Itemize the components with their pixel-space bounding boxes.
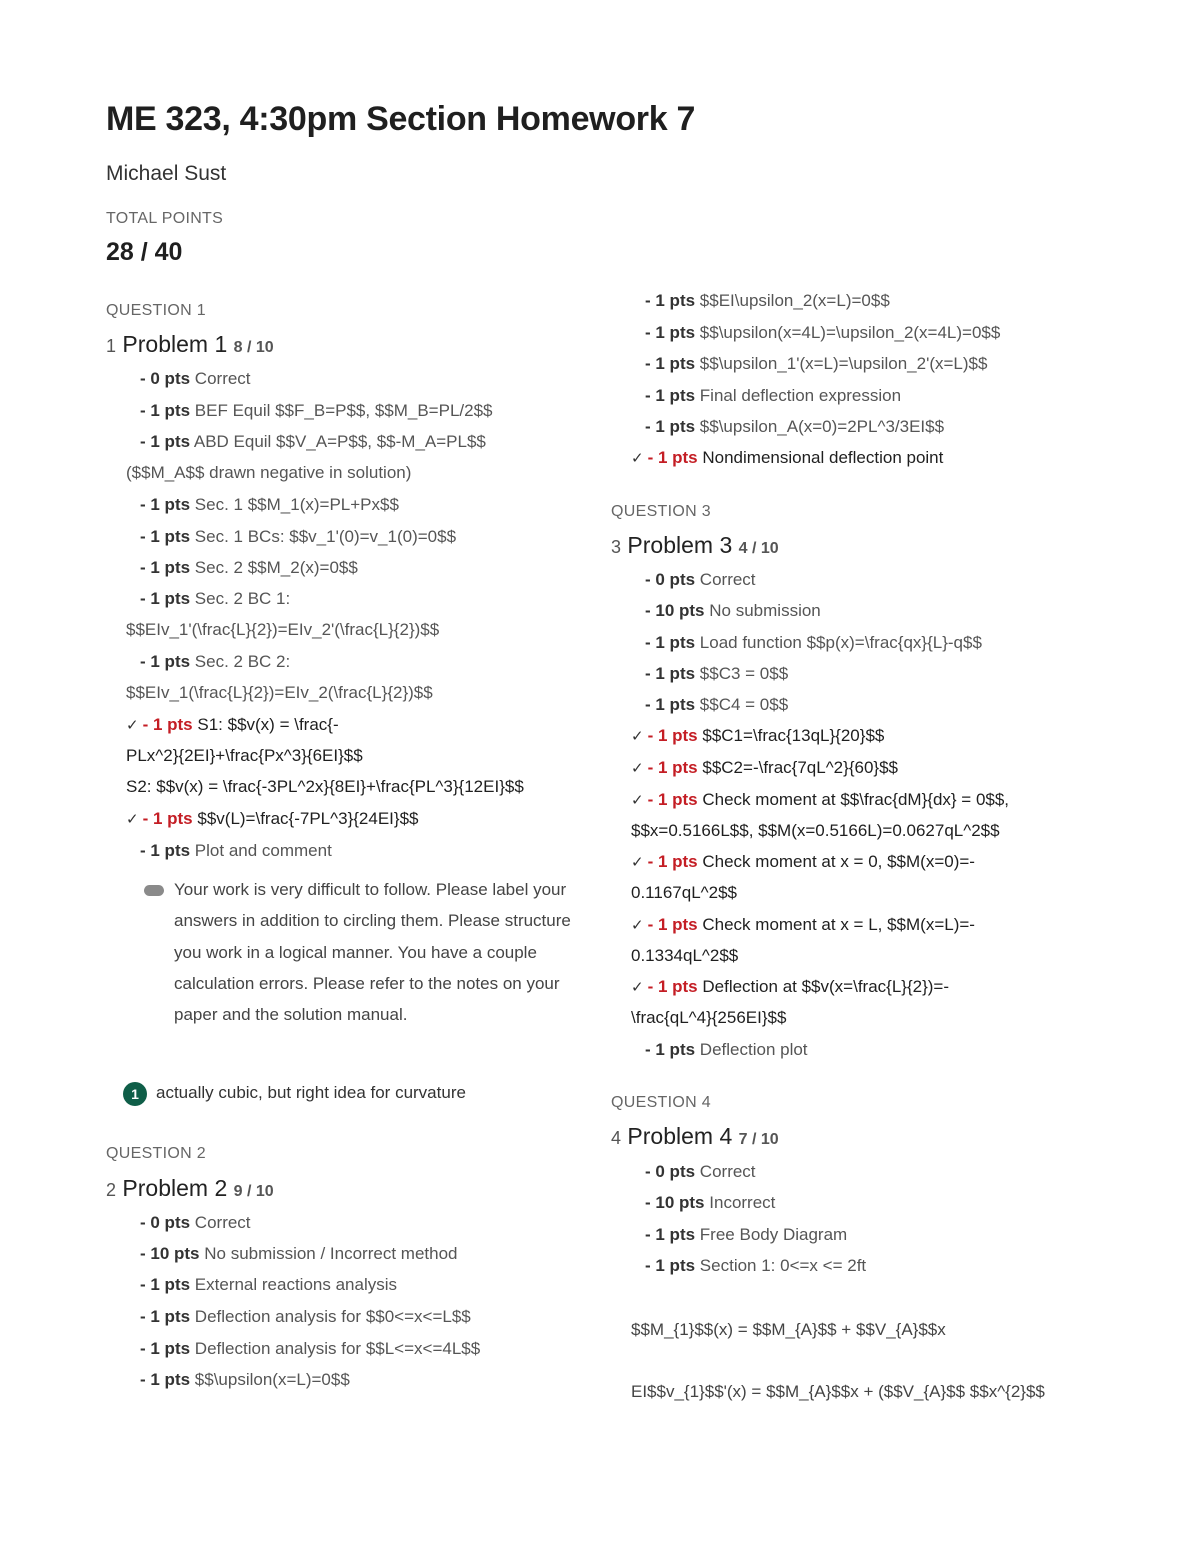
check-icon: ✓ — [631, 979, 644, 996]
rubric-item-continuation: $$EIv_1(\frac{L}{2})=EIv_2(\frac{L}{2})$$ — [126, 683, 433, 702]
rubric-item: - 1 pts $$EI\upsilon_2(x=L)=0$$ — [645, 291, 890, 310]
rubric-item: - 0 pts Correct — [140, 369, 251, 388]
rubric-item: - 10 pts Incorrect — [645, 1193, 776, 1212]
question-3-title — [611, 532, 779, 559]
rubric-item: - 0 pts Correct — [645, 570, 756, 589]
rubric-item: - 1 pts Load function $$p(x)=\frac{qx}{L}-q$$ — [645, 633, 982, 652]
rubric-item: - 0 pts Correct — [140, 1213, 251, 1232]
rubric-item: - 1 pts Sec. 2 BC 1: — [140, 589, 291, 608]
rubric-item-applied: ✓ - 1 pts $$C2=-\frac{7qL^2}{60}$$ — [631, 758, 898, 777]
annotation-number-badge[interactable]: 1 — [123, 1082, 147, 1106]
check-icon: ✓ — [631, 728, 644, 745]
question-2-score: 9 / 10 — [233, 1183, 274, 1200]
rubric-item: - 1 pts $$\upsilon(x=L)=0$$ — [140, 1370, 350, 1389]
rubric-item: - 1 pts $$\upsilon(x=4L)=\upsilon_2(x=4L)=0$$ — [645, 323, 1001, 342]
rubric-item-applied: ✓ - 1 pts S1: $$v(x) = \frac{- — [126, 715, 339, 734]
question-3-number: 3 — [611, 537, 622, 557]
check-icon: ✓ — [126, 811, 139, 828]
rubric-item: - 1 pts Free Body Diagram — [645, 1225, 848, 1244]
comment-icon — [144, 885, 164, 896]
check-icon: ✓ — [126, 717, 139, 734]
question-2-label: QUESTION 2 — [106, 1145, 206, 1162]
rubric-item-continuation: 0.1334qL^2$$ — [631, 946, 739, 965]
rubric-item-continuation: $$EIv_1'(\frac{L}{2})=EIv_2'(\frac{L}{2})$$ — [126, 620, 440, 639]
check-icon: ✓ — [631, 792, 644, 809]
question-4-score: 7 / 10 — [738, 1131, 779, 1148]
grader-comment: Your work is very difficult to follow. Please label your answers in addition to circling them. Please structure you work in a logical manner. You have a couple calculation errors. Please refer to the notes on your paper and the solution manual. — [174, 880, 571, 1025]
rubric-item-applied: ✓ - 1 pts Check moment at x = 0, $$M(x=0)=- — [631, 852, 975, 871]
rubric-item: - 1 pts Plot and comment — [140, 841, 332, 860]
question-3-label: QUESTION 3 — [611, 503, 711, 520]
rubric-item: - 1 pts Final deflection expression — [645, 386, 902, 405]
question-1-title — [106, 331, 274, 358]
rubric-item-applied: ✓ - 1 pts Check moment at x = L, $$M(x=L)=- — [631, 915, 975, 934]
question-4-name: Problem 4 — [627, 1123, 733, 1149]
student-name: Michael Sust — [106, 162, 227, 185]
rubric-item-applied: ✓ - 1 pts $$C1=\frac{13qL}{20}$$ — [631, 726, 885, 745]
question-2-title — [106, 1175, 274, 1202]
rubric-item: - 1 pts Sec. 2 $$M_2(x)=0$$ — [140, 558, 358, 577]
rubric-extra-formula: $$M_{1}$$(x) = $$M_{A}$$ + $$V_{A}$$x — [631, 1320, 946, 1339]
rubric-item: - 1 pts Sec. 1 BCs: $$v_1'(0)=v_1(0)=0$$ — [140, 527, 457, 546]
question-1-label: QUESTION 1 — [106, 302, 206, 319]
rubric-item: - 1 pts Sec. 2 BC 2: — [140, 652, 291, 671]
rubric-item-continuation: S2: $$v(x) = \frac{-3PL^2x}{8EI}+\frac{PL^3}{12EI}$$ — [126, 777, 524, 796]
rubric-extra-formula: EI$$v_{1}$$'(x) = $$M_{A}$$x + ($$V_{A}$$ $$x^{2}$$ — [631, 1382, 1045, 1401]
rubric-item: - 10 pts No submission / Incorrect method — [140, 1244, 458, 1263]
question-3-name: Problem 3 — [627, 532, 733, 558]
rubric-item-applied: ✓ - 1 pts Check moment at $$\frac{dM}{dx} = 0$$, — [631, 790, 1010, 809]
rubric-item: - 1 pts $$C3 = 0$$ — [645, 664, 789, 683]
rubric-item: - 1 pts Deflection plot — [645, 1040, 808, 1059]
rubric-item-applied: ✓ - 1 pts Deflection at $$v(x=\frac{L}{2})=- — [631, 977, 950, 996]
rubric-item: - 1 pts External reactions analysis — [140, 1275, 398, 1294]
rubric-item-applied: ✓ - 1 pts Nondimensional deflection point — [631, 448, 944, 467]
total-points-score: 28 / 40 — [106, 238, 183, 266]
rubric-item: - 1 pts Sec. 1 $$M_1(x)=PL+Px$$ — [140, 495, 399, 514]
question-4-title — [611, 1123, 779, 1150]
check-icon: ✓ — [631, 760, 644, 777]
check-icon: ✓ — [631, 917, 644, 934]
question-1-score: 8 / 10 — [233, 339, 274, 356]
question-4-label: QUESTION 4 — [611, 1094, 711, 1111]
check-icon: ✓ — [631, 854, 644, 871]
rubric-item-continuation: PLx^2}{2EI}+\frac{Px^3}{6EI}$$ — [126, 746, 363, 765]
rubric-item: - 10 pts No submission — [645, 601, 821, 620]
question-1-name: Problem 1 — [122, 331, 228, 357]
rubric-item-continuation: \frac{qL^4}{256EI}$$ — [631, 1008, 787, 1027]
rubric-item-applied: ✓ - 1 pts $$v(L)=\frac{-7PL^3}{24EI}$$ — [126, 809, 419, 828]
rubric-item: - 1 pts Section 1: 0<=x <= 2ft — [645, 1256, 867, 1275]
rubric-item: - 1 pts Deflection analysis for $$0<=x<=L$$ — [140, 1307, 471, 1326]
question-2-name: Problem 2 — [122, 1175, 228, 1201]
rubric-item: - 1 pts BEF Equil $$F_B=P$$, $$M_B=PL/2$$ — [140, 401, 493, 420]
total-points-label: TOTAL POINTS — [106, 210, 224, 227]
rubric-item-continuation: ($$M_A$$ drawn negative in solution) — [126, 463, 412, 482]
question-2-number: 2 — [106, 1180, 117, 1200]
rubric-item-continuation: $$x=0.5166L$$, $$M(x=0.5166L)=0.0627qL^2$$ — [631, 821, 1000, 840]
rubric-item: - 1 pts ABD Equil $$V_A=P$$, $$-M_A=PL$$ — [140, 432, 486, 451]
rubric-item: - 1 pts Deflection analysis for $$L<=x<=4L$$ — [140, 1339, 481, 1358]
annotation-text: actually cubic, but right idea for curvature — [156, 1083, 466, 1102]
check-icon: ✓ — [631, 450, 644, 467]
question-1-number: 1 — [106, 336, 117, 356]
rubric-item: - 1 pts $$\upsilon_1'(x=L)=\upsilon_2'(x=L)$$ — [645, 354, 988, 373]
rubric-item-continuation: 0.1167qL^2$$ — [631, 883, 737, 902]
rubric-item: - 1 pts $$\upsilon_A(x=0)=2PL^3/3EI$$ — [645, 417, 945, 436]
question-4-number: 4 — [611, 1128, 622, 1148]
question-3-score: 4 / 10 — [738, 540, 779, 557]
rubric-item: - 1 pts $$C4 = 0$$ — [645, 695, 789, 714]
rubric-item: - 0 pts Correct — [645, 1162, 756, 1181]
page-title: ME 323, 4:30pm Section Homework 7 — [106, 100, 696, 138]
